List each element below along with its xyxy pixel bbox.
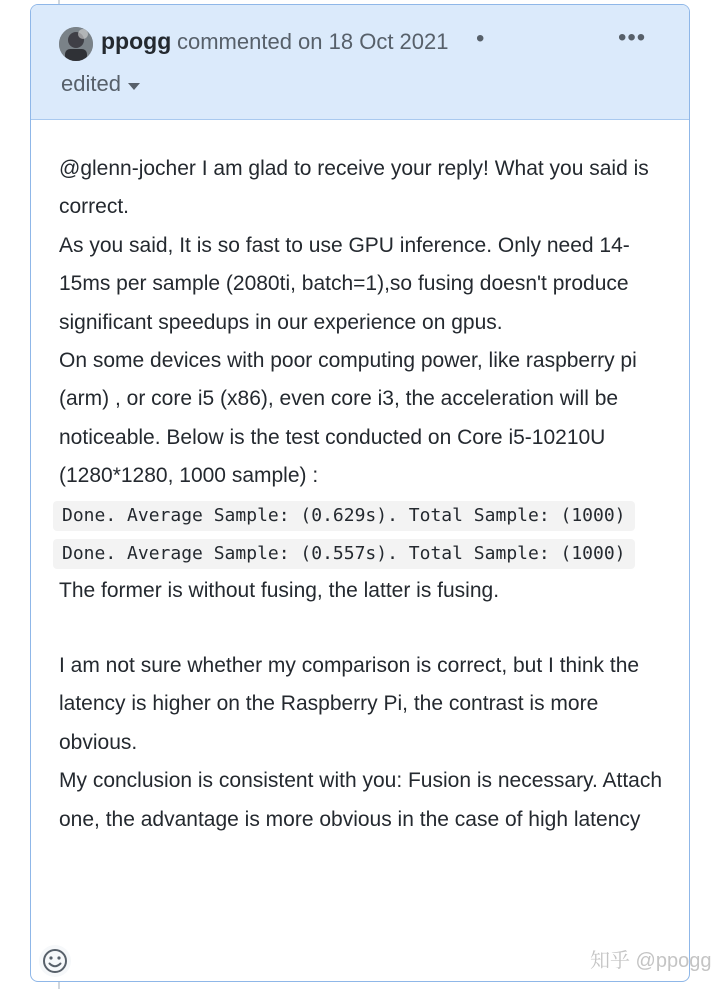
- comment-date[interactable]: commented on 18 Oct 2021: [177, 29, 449, 54]
- comment-body: [59, 150, 671, 839]
- comment-header: [31, 5, 689, 120]
- meta-separator: •: [476, 25, 485, 52]
- avatar[interactable]: [59, 27, 93, 61]
- paragraph-conclusion: My conclusion is consistent with you: Fusion is necessary. Attach one, the advantage is more obvious in the case of high latency: [59, 769, 663, 831]
- comment-card: [30, 4, 690, 982]
- edited-dropdown[interactable]: [61, 70, 140, 98]
- code-row: [59, 534, 671, 572]
- comment-author[interactable]: ppogg: [101, 28, 172, 54]
- chevron-down-icon: [128, 83, 140, 90]
- edited-label: edited: [61, 71, 121, 96]
- paragraph-reply: @glenn-jocher I am glad to receive your reply! What you said is correct.: [59, 157, 649, 219]
- paragraph-gpu-inference: As you said, It is so fast to use GPU inference. Only need 14-15ms per sample (2080ti, batch=1),so fusing doesn't produce significant speedups in our experience on gpus.: [59, 233, 630, 334]
- watermark: 知乎 @ppogg: [590, 950, 712, 972]
- paragraph-comparison: The former is without fusing, the latter is fusing.: [59, 578, 500, 602]
- paragraph-gap: [59, 610, 671, 647]
- paragraph-devices: On some devices with poor computing power, like raspberry pi (arm) , or core i5 (x86), even core i3, the acceleration will be noticeable. Below is the test conducted on Core i5-10210U (1280*1280, 1000 sample) :: [59, 349, 637, 488]
- reaction-button[interactable]: [39, 945, 71, 977]
- avatar-image: [59, 27, 93, 61]
- code-result-without-fusing: Done. Average Sample: (0.629s). Total Sample: (1000): [53, 501, 635, 531]
- code-result-with-fusing: Done. Average Sample: (0.557s). Total Sample: (1000): [53, 539, 635, 569]
- kebab-menu-icon[interactable]: •••: [618, 24, 647, 51]
- code-row: [59, 496, 671, 534]
- smiley-icon: [39, 945, 71, 977]
- paragraph-uncertainty: I am not sure whether my comparison is correct, but I think the latency is higher on the Raspberry Pi, the contrast is more obvious.: [59, 654, 640, 754]
